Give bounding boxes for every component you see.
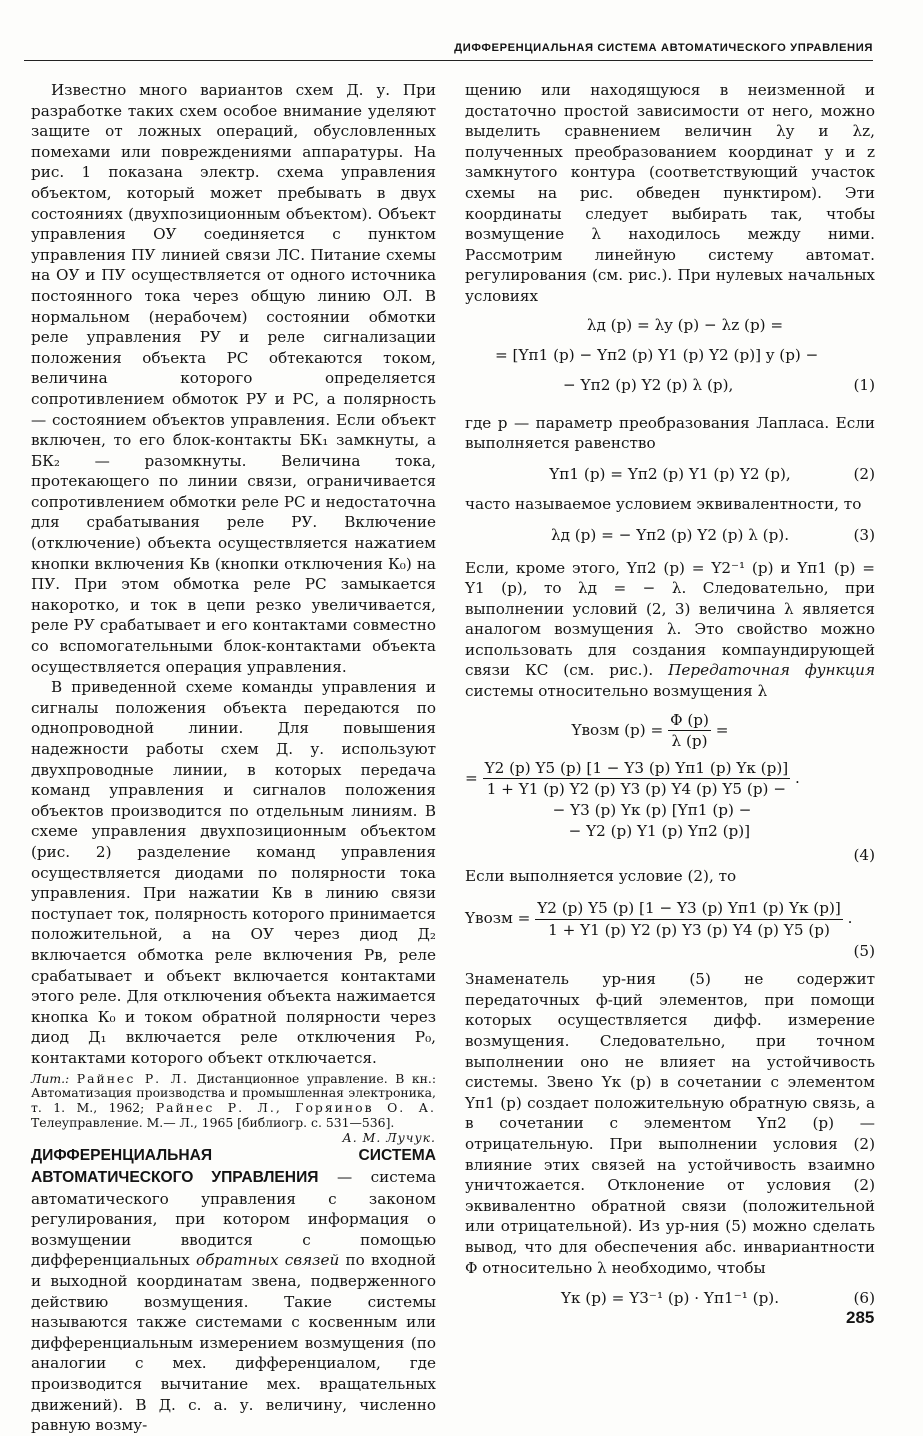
eq2-number: (2): [853, 464, 875, 483]
equation-1: [465, 315, 875, 407]
eq4-equals: =: [715, 720, 729, 739]
para4-text-b: системы относительно возмущения λ: [465, 682, 768, 701]
eq3-number: (3): [853, 525, 875, 544]
eq4-lhs: Yвозм (p) =: [571, 720, 664, 739]
paragraph-schemes: Известно много вариантов схем Д. у. При разработке таких схем особое внимание уделяют защите от ложных операций, обусловленных помехами или повреждениями аппаратуры. На рис. 1 показана электр. схема управления объектом, который может пребывать в двух состояниях (двухпозиционным объектом). Объект управления ОУ соединяется с пунктом управления ПУ линией связи ЛС. Питание схемы на ОУ и ПУ осуществляется от одного источника постоянного тока через общую линию ОЛ. В нормальном (нерабочем) состоянии обмотки реле управления РУ и реле сигнализации положения объекта РС обтекаются током, величина которого определяется сопротивлением обмоток РУ и РС, а полярность — состоянием объектов управления. Если объект включен, то его блок-контакты БК₁ замкнуты, а БК₂ — разомкнуты. Величина тока, протекающего по линии связи, ограничивается сопротивлением обмотки реле РС и недостаточна для срабатывания реле РУ. Включение (отключение) объекта осуществляется нажатием кнопки включения Кв (кнопки отключения К₀) на ПУ. При этом обмотка реле РС замыкается накоротко, и ток в цепи резко увеличивается, реле РУ срабатывает и его контактами совместно со вспомогательными блок-контактами объекта осуществляется операция управления.: [31, 81, 436, 676]
eq5-number: (5): [853, 941, 875, 960]
equation-5: [465, 898, 875, 961]
eq4-denominator-line-1: 1 + Y1 (p) Y2 (p) Y3 (p) Y4 (p) Y5 (p) −: [486, 780, 787, 799]
para4-italic: Передаточная функция: [668, 661, 876, 680]
entry-term: ДИФФЕРЕНЦИАЛЬНАЯ СИСТЕМА АВТОМАТИЧЕСКОГО УПРАВЛЕНИЯ: [31, 1147, 436, 1187]
eq5-fraction: [535, 898, 843, 940]
equation-2: [465, 464, 875, 485]
paragraph-if-condition: Если выполняется условие (2), то: [465, 866, 737, 885]
refs-title-2: Телеуправление. М.— Л., 1965 [библиогр. с. 531—536].: [31, 1114, 395, 1130]
equation-3: [465, 525, 875, 546]
paragraph-continuation: щению или находящуюся в неизменной и достаточно простой зависимости от него, можно выделить сравнением величин λy и λz, полученных преобразованием координат y и z замкнутого контура (соответствующий участок схемы на рис. обведен пунктиром). Эти координаты следует выбирать так, чтобы возмущение λ находилось между ними. Рассмотрим линейную систему автомат. регулирования (см. рис.). При нулевых начальных условиях: [465, 81, 875, 305]
equation-6: [465, 1288, 875, 1309]
eq4-numerator: Y2 (p) Y5 (p) [1 − Y3 (p) Yп1 (p) Yк (p)]: [483, 758, 791, 780]
eq1-line-2: = [Yп1 (p) − Yп2 (p) Y1 (p) Y2 (p)] y (p) −: [495, 345, 819, 364]
refs-author-2: Райнес Р. Л., Горяинов О. А.: [155, 1100, 436, 1116]
paragraph-equivalence: часто называемое условием эквивалентности, то: [465, 495, 862, 514]
para4-text-a: Если, кроме этого, Yп2 (p) = Y2⁻¹ (p) и Yп1 (p) = Y1 (p), то λд = − λ. Следовательно, при выполнении условий (2, 3) величина λ является аналогом возмущения λ. Это свойство можно использовать для создания компаундирующей связи КС (см. рис.).: [465, 558, 875, 680]
paragraph-transfer-function: [465, 558, 875, 702]
entry-definition-b: по входной и выходной координатам звена, подверженного действию возмущения. Такие системы называются также системами с косвенным или дифференциальным измерением возмущения (по аналогии с мех. дифференциалом, где производится вычитание мех. вращательных движений). В Д. с. а. у. величину, численно равную возму-: [31, 1251, 437, 1435]
article-author: А. М. Лучук.: [342, 1129, 436, 1145]
refs-author-1: Райнес Р. Л.: [76, 1070, 189, 1086]
paragraph-laplace: где p — параметр преобразования Лапласа. Если выполняется равенство: [465, 413, 875, 453]
eq1-line-1: λд (p) = λy (p) − λz (p) =: [586, 315, 784, 334]
entry-definition-a: — система автоматического управления с законом регулирования, при котором информация о возмущении вводится с помощью дифференциальных: [31, 1168, 437, 1270]
refs-title-1: Дистанционное управление. В кн.: Автоматизация производства и промышленная электроника, т. 1. М., 1962;: [31, 1070, 436, 1116]
paragraph-two-wire: В приведенной схеме команды управления и сигналы положения объекта передаются по однопроводной линии. Для повышения надежности работы схем Д. у. используют двухпроводные линии, в которых передача команд управления и сигналов положения объектов производится по отдельным линиям. В схеме управления двухпозиционным объектом (рис. 2) разделение команд управления осуществляется диодами по полярности тока управления. При нажатии Кв в линию связи поступает ток, полярность которого принимается положительной, а на ОУ через диод Д₂ включается обмотка реле включения Рв, реле срабатывает и объект включается контактами этого реле. Для отключения объекта нажимается кнопка К₀ и током обратной полярности через диод Д₁ включается реле отключения Р₀, контактами которого объект отключается.: [31, 678, 436, 1067]
eq1-line-3: − Yп2 (p) Y2 (p) λ (p),: [563, 375, 734, 394]
eq4-equals-2: =: [465, 768, 478, 787]
entry-differential-system: [31, 1145, 436, 1435]
eq4-top: [465, 710, 875, 752]
eq1-number: (1): [853, 375, 875, 394]
eq4-first-numerator: Φ (p): [668, 710, 711, 732]
eq3-body: λд (p) = − Yп2 (p) Y2 (p) λ (p).: [550, 525, 790, 544]
eq5-numerator: Y2 (p) Y5 (p) [1 − Y3 (p) Yп1 (p) Yк (p)]: [535, 898, 843, 920]
right-column: [465, 80, 875, 1309]
eq4-main: [465, 758, 875, 841]
eq4-denominator-line-3: − Y2 (p) Y1 (p) Yп2 (p)]: [568, 821, 751, 840]
eq4-number: (4): [853, 846, 875, 865]
eq5-denominator: 1 + Y1 (p) Y2 (p) Y3 (p) Y4 (p) Y5 (p): [548, 921, 830, 939]
eq4-period: .: [795, 768, 800, 787]
references: [31, 1070, 436, 1145]
eq4-main-fraction: [483, 758, 791, 841]
equation-4: [465, 710, 875, 866]
header-rule: [24, 60, 873, 61]
eq2-body: Yп1 (p) = Yп2 (p) Y1 (p) Y2 (p),: [549, 464, 791, 483]
eq4-first-denominator: λ (p): [671, 732, 708, 751]
running-header: ДИФФЕРЕНЦИАЛЬНАЯ СИСТЕМА АВТОМАТИЧЕСКОГО УПРАВЛЕНИЯ: [454, 42, 873, 54]
paragraph-denominator: Знаменатель ур-ния (5) не содержит передаточных ф-ций элементов, при помощи которых осуществляется дифф. измерение возмущения. Следовательно, при точном выполнении оно не влияет на устойчивость системы. Звено Yк (p) в сочетании с элементом Yп1 (p) создает положительную обратную связь, а в сочетании с элементом Yп2 (p) — отрицательную. При выполнении условия (2) влияние этих связей на устойчивость взаимно уничтожается. Отклонение от условия (2) эквивалентно обратной связи (положительной или отрицательной). Из ур-ния (5) можно сделать вывод, что для обеспечения абс. инвариантности Φ относительно λ необходимо, чтобы: [465, 970, 875, 1277]
page-number: 285: [846, 1308, 875, 1327]
eq5-lhs: Yвозм =: [465, 909, 531, 928]
eq6-number: (6): [853, 1289, 875, 1308]
left-column: [31, 80, 436, 1436]
entry-definition-italic: обратных связей: [195, 1251, 340, 1270]
eq6-body: Yк (p) = Y3⁻¹ (p) · Yп1⁻¹ (p).: [560, 1289, 780, 1308]
eq5-period: .: [847, 909, 853, 928]
refs-label: Лит.:: [31, 1070, 70, 1086]
eq4-denominator-line-2: − Y3 (p) Yк (p) [Yп1 (p) −: [552, 801, 752, 820]
eq4-first-fraction: [668, 710, 711, 752]
